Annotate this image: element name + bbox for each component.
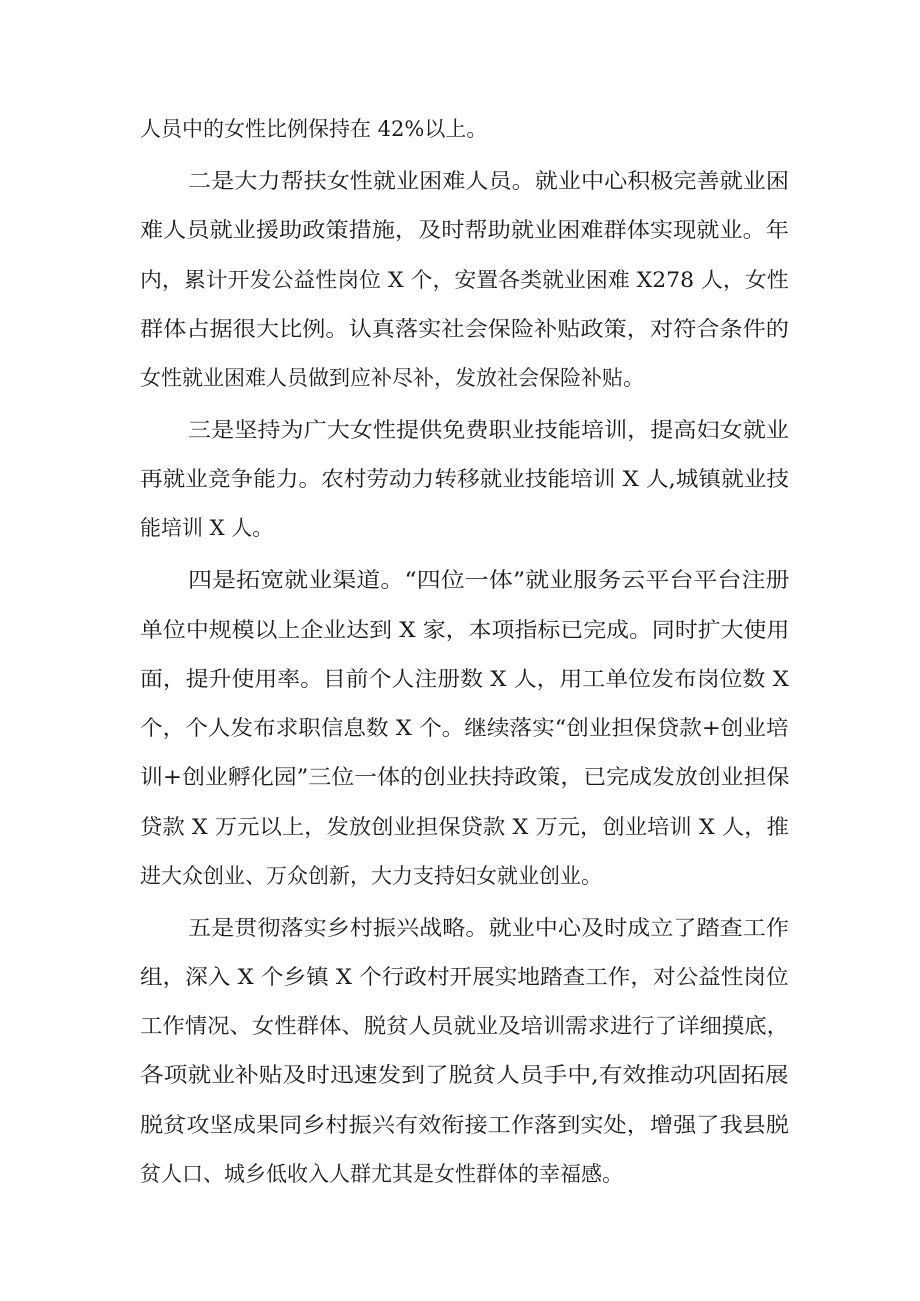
text-line: 工作情况、女性群体、脱贫人员就业及培训需求进行了详细摸底， <box>140 1014 790 1038</box>
text-line: 群体占据很大比例。认真落实社会保险补贴政策，对符合条件的 <box>140 317 789 341</box>
text-line: 各项就业补贴及时迅速发到了脱贫人员手中,有效推动巩固拓展 <box>140 1063 789 1087</box>
paragraph-first-line: 二是大力帮扶女性就业困难人员。就业中心积极完善就业困 <box>188 169 789 193</box>
text-line: 面，提升使用率。目前个人注册数 X 人，用工单位发布岗位数 X <box>140 667 789 691</box>
text-line: 个，个人发布求职信息数 X 个。继续落实“创业担保贷款+创业培 <box>140 716 789 740</box>
text-line: 贫人口、城乡低收入人群尤其是女性群体的幸福感。 <box>140 1162 623 1186</box>
paragraph-first-line: 四是拓宽就业渠道。“四位一体”就业服务云平台平台注册 <box>188 568 790 592</box>
paragraph-first-line: 五是贯彻落实乡村振兴战略。就业中心及时成立了踏查工作 <box>188 916 789 940</box>
text-line: 难人员就业援助政策措施，及时帮助就业困难群体实现就业。年 <box>140 218 789 242</box>
text-line: 能培训 X 人。 <box>140 516 274 540</box>
text-line: 单位中规模以上企业达到 X 家，本项指标已完成。同时扩大使用 <box>140 618 790 642</box>
text-line: 再就业竞争能力。农村劳动力转移就业技能培训 X 人,城镇就业技 <box>140 467 789 491</box>
text-line: 内，累计开发公益性岗位 X 个，安置各类就业困难 X278 人，女性 <box>140 268 789 292</box>
text-line: 人员中的女性比例保持在 42%以上。 <box>140 117 488 141</box>
text-line: 进大众创业、万众创新，大力支持妇女就业创业。 <box>140 864 602 888</box>
text-line: 组，深入 X 个乡镇 X 个行政村开展实地踏查工作，对公益性岗位 <box>140 965 789 989</box>
text-line: 脱贫攻坚成果同乡村振兴有效衔接工作落到实处，增强了我县脱 <box>140 1113 789 1137</box>
text-line: 贷款 X 万元以上，发放创业担保贷款 X 万元，创业培训 X 人，推 <box>140 815 789 839</box>
paragraph-first-line: 三是坚持为广大女性提供免费职业技能培训，提高妇女就业 <box>188 418 789 442</box>
text-line: 训+创业孵化园”三位一体的创业扶持政策，已完成发放创业担保 <box>140 765 790 789</box>
text-line: 女性就业困难人员做到应补尽补，发放社会保险补贴。 <box>140 366 644 390</box>
